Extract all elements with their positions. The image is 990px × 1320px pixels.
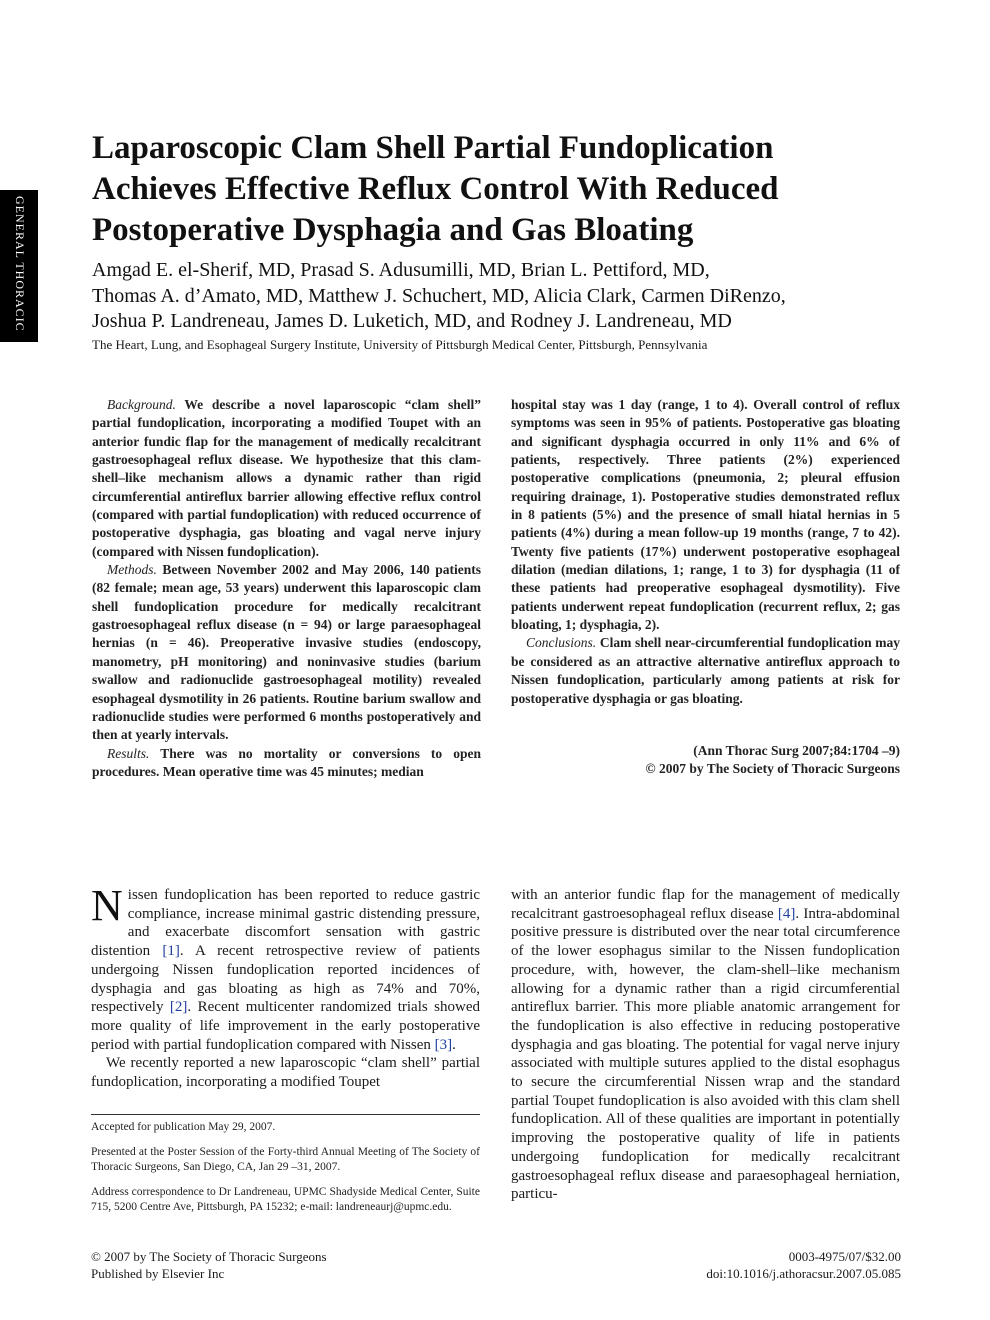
drop-cap: N [91,881,123,930]
results-label: Results. [107,745,150,761]
author-line: Amgad E. el-Sherif, MD, Prasad S. Adusumilli, MD, Brian L. Pettiford, MD, [92,259,710,281]
continued-paragraph [511,886,900,1204]
footer-right [706,1249,901,1282]
conclusions-text: Clam shell near-circumferential fundoplication may be considered as an attractive alternative antireflux approach to Nissen fundoplication, particularly among patients at risk for postoperative dysphagia or gas bloating. [511,635,900,706]
footnotes [91,1114,480,1216]
affiliation: The Heart, Lung, and Esophageal Surgery Institute, University of Pittsburgh Medical Center, Pittsburgh, Pennsylvania [92,337,708,352]
footer-copyright: © 2007 by The Society of Thoracic Surgeons [91,1249,327,1264]
background-label: Background. [107,397,176,412]
abstract-copyright: © 2007 by The Society of Thoracic Surgeons [645,761,900,777]
footer-publisher: Published by Elsevier Inc [91,1265,225,1281]
body-text-run: issen fundoplication has been reported to reduce gastric compliance, increase minimal gastric distending pressure, and exacerbate discomfort sensation with gastric distention [91,887,480,960]
results-continued: hospital stay was 1 day (range, 1 to 4). Overall control of reflux symptoms was seen in 95% of patients. Postoperative gas bloating and significant dysphagia occurred in only 11% and 6% of patients, respectively. Three patients (2%) experienced postoperative complications (pneumonia, 2; pleural effusion requiring drainage, 1). Postoperative studies demonstrated reflux in 8 patients (5%) and the presence of small hiatal hernias in 5 patients (4%) during a mean follow-up 19 months (range, 7 to 42). Twenty five patients (17%) underwent postoperative esophageal dilation (median dilations, 1; range, 1 to 3) for dysphagia (11 of these patients had preoperative esophageal dysmotility). Five patients underwent repeat fundoplication (recurrent reflux, 2; gas bloating, 1; dysphagia, 2). [511,397,900,633]
footer-left [91,1249,327,1282]
author-list [92,258,922,335]
intro-text [91,881,480,1053]
second-paragraph: We recently reported a new laparoscopic “clam shell” partial fundoplication, incorporating a modified Toupet [91,1055,480,1091]
author-line: Joshua P. Landreneau, James D. Luketich, MD, and Rodney J. Landreneau, MD [92,310,732,332]
body-left-column [91,881,480,1092]
body-text-run: . [452,1036,456,1053]
body-text-run: . Recent multicenter randomized trials showed more quality of life improvement in the early postoperative period with partial fundoplication compared with Nissen [91,999,480,1053]
abstract-background [92,396,481,561]
abstract-results [92,745,481,782]
intro-paragraph [91,881,480,1054]
methods-label: Methods. [107,562,157,578]
methods-text: Between November 2002 and May 2006, 140 patients (82 female; mean age, 53 years) underwent this laparoscopic clam shell fundoplication procedure for medically recalcitrant gastroesophageal reflux disease (n = 94) or large paraesophageal hernias (n = 46). Preoperative invasive studies (endoscopy, manometry, pH monitoring) and noninvasive studies (barium swallow and radionuclide gastroesophageal motility) revealed esophageal dysmotility in 26 patients. Routine barium swallow and radionuclide studies were performed 6 months postoperatively and then at yearly intervals. [92,562,481,743]
body-right-column [511,886,900,1204]
background-text: We describe a novel laparoscopic “clam shell” partial fundoplication, incorporating a modified Toupet with an anterior fundic flap for the management of medically recalcitrant gastroesophageal reflux disease. We hypothesize that this clam-shell–like mechanism allows a dynamic rather than rigid circumferential antireflux barrier allowing effective reflux control (compared with partial fundoplication) with reduced occurrence of postoperative dysphagia, gas bloating and vagal nerve injury (compared with Nissen fundoplication). [92,397,481,559]
abstract-methods [92,561,481,744]
abstract-right-column [511,396,900,779]
reference-link[interactable]: [1] [162,943,180,960]
footer-issn: 0003-4975/07/$32.00 [788,1249,901,1264]
section-tab-label: GENERAL THORACIC [13,196,27,332]
body-text-run: . A recent retrospective review of patients undergoing Nissen fundoplication reported incidences of dysphagia and gas bloating as high as 74% and 70%, respectively [91,943,480,1016]
conclusions-label: Conclusions. [526,635,597,651]
footnote-presented: Presented at the Poster Session of the Forty-third Annual Meeting of The Society of Thoracic Surgeons, San Diego, CA, Jan 29 –31, 2007. [91,1145,480,1173]
citation-block [511,742,900,779]
reference-link[interactable]: [4] [777,905,796,922]
section-tab [0,190,38,342]
footnote-accepted: Accepted for publication May 29, 2007. [91,1121,276,1133]
footnote-address: Address correspondence to Dr Landreneau, UPMC Shadyside Medical Center, Suite 715, 5200 Centre Ave, Pittsburgh, PA 15232; e-mail: landreneaurj@upmc.edu. [91,1185,480,1213]
body-text-run: . Intra-abdominal positive pressure is distributed over the near total circumference of the lower esophagus similar to the Nissen fundoplication procedure, with, however, the clam-shell–like mechanism allowing for a dynamic rather than a rigid circumferential antireflux barrier. This more pliable anatomic arrangement for the fundoplication is also effective in reducing postoperative dysphagia and gas bloating. The potential for vagal nerve injury associated with multiple sutures applied to the distal esophagus to secure the circumferential Nissen wrap and the standard partial Toupet fundoplication is also avoided with this clam shell fundoplication. All of these qualities are important in potentially improving the postoperative quality of life in patients undergoing fundoplication for medically recalcitrant gastroesophageal reflux disease and paraesophageal herniation, particu- [511,905,901,1203]
reference-link[interactable]: [2] [169,999,188,1016]
reference-link[interactable]: [3] [434,1036,453,1053]
journal-citation: (Ann Thorac Surg 2007;84:1704 –9) [693,742,900,758]
abstract-left-column [92,396,481,781]
body-text-run: with an anterior fundic flap for the management of medically recalcitrant gastroesophageal reflux disease [511,887,900,922]
results-text: There was no mortality or conversions to open procedures. Mean operative time was 45 minutes; median [92,745,481,779]
author-line: Thomas A. d’Amato, MD, Matthew J. Schuchert, MD, Alicia Clark, Carmen DiRenzo, [92,284,786,307]
abstract-conclusions [511,634,900,707]
footer-doi: doi:10.1016/j.athoracsur.2007.05.085 [706,1265,901,1281]
article-title: Laparoscopic Clam Shell Partial Fundoplication Achieves Effective Reflux Control With Reduced Postoperative Dysphagia and Gas Bloating [92,130,779,248]
